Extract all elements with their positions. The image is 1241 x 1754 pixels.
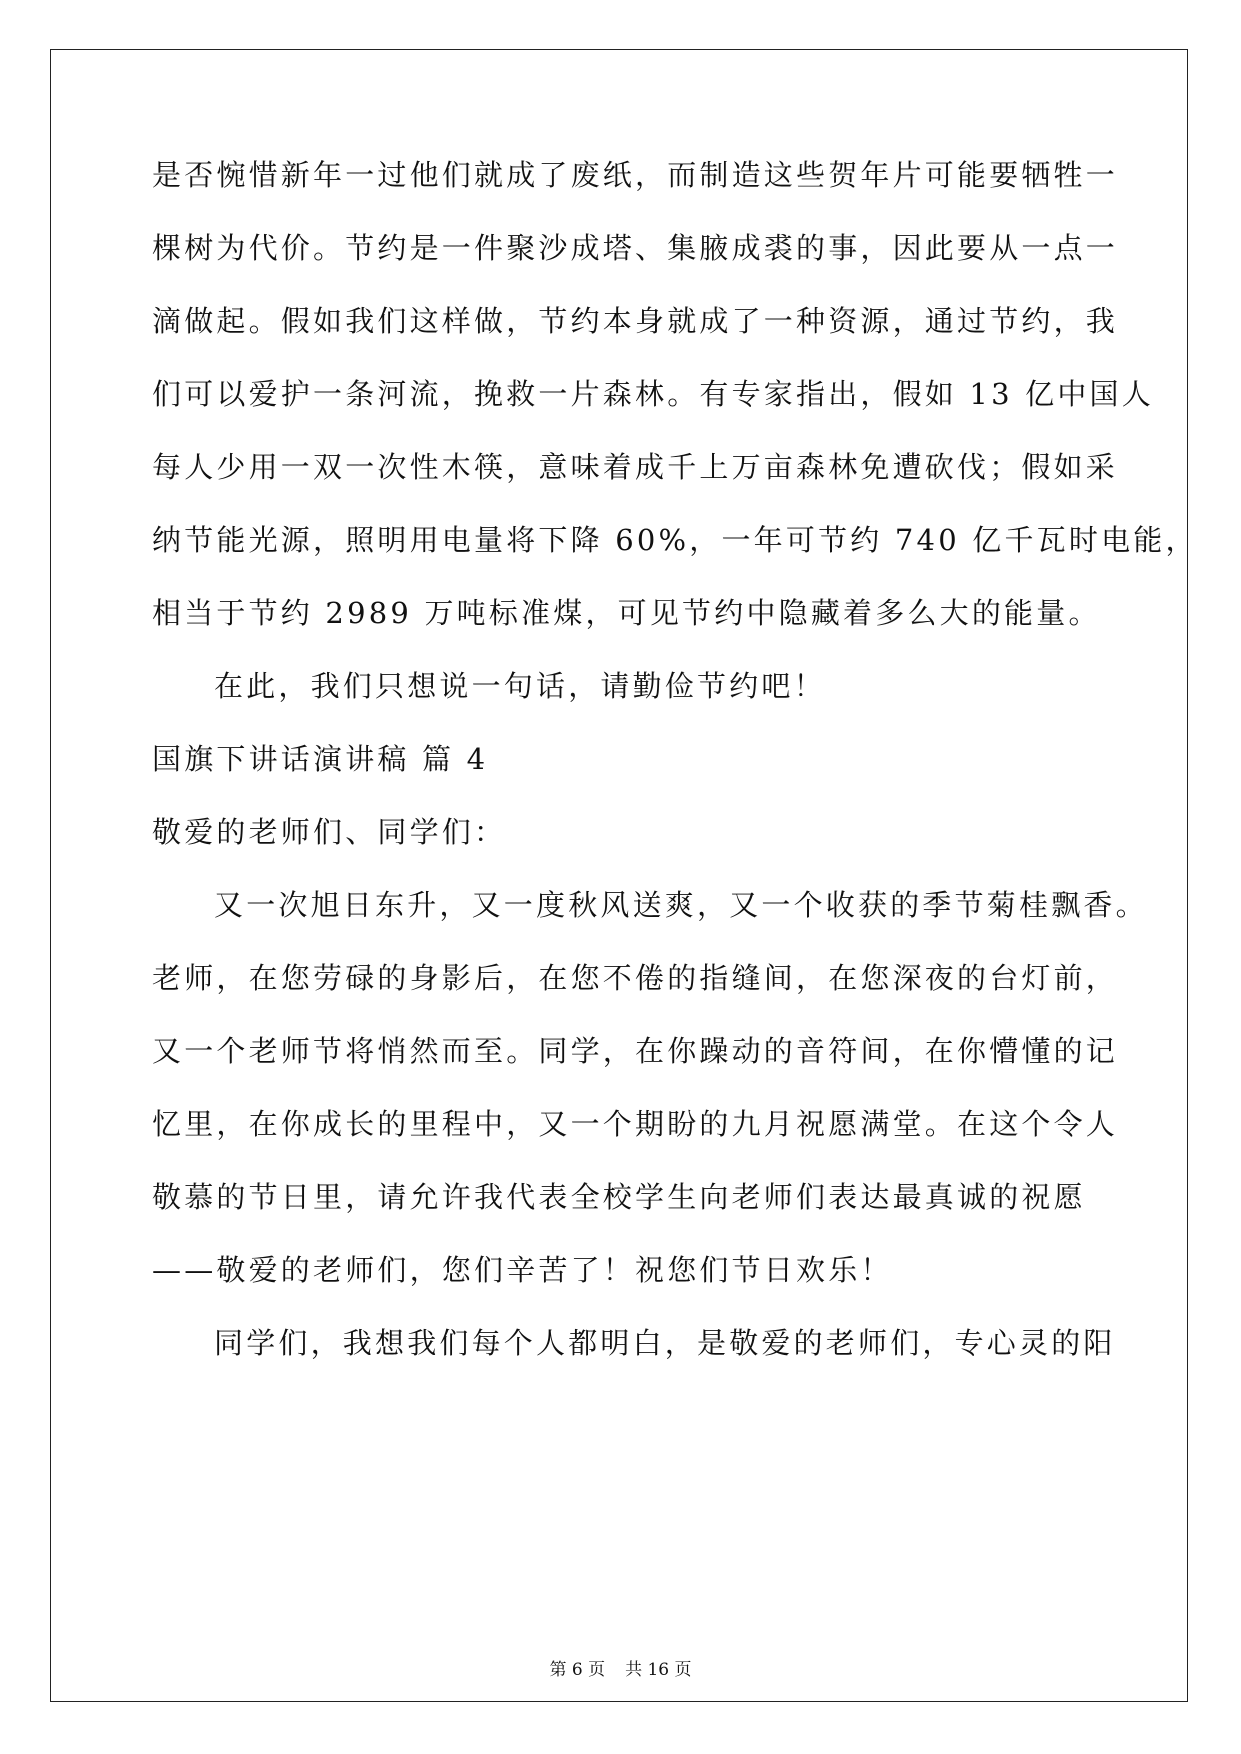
paragraph-line: 们可以爱护一条河流，挽救一片森林。有专家指出，假如 13 亿中国人	[152, 377, 1154, 411]
page-border	[50, 49, 1188, 1702]
paragraph-line: 相当于节约 2989 万吨标准煤，可见节约中隐藏着多么大的能量。	[152, 596, 1101, 630]
paragraph-line: 滴做起。假如我们这样做，节约本身就成了一种资源，通过节约，我	[152, 304, 1119, 338]
paragraph-line: 是否惋惜新年一过他们就成了废纸，而制造这些贺年片可能要牺牲一	[152, 158, 1119, 192]
section-heading: 国旗下讲话演讲稿 篇 4	[152, 742, 489, 776]
paragraph-line: 又一个老师节将悄然而至。同学，在你躁动的音符间，在你懵懂的记	[152, 1034, 1119, 1068]
salutation: 敬爱的老师们、同学们：	[152, 815, 507, 849]
paragraph-line: 同学们，我想我们每个人都明白，是敬爱的老师们，专心灵的阳	[214, 1326, 1116, 1360]
page-number: 第 6 页	[549, 1660, 606, 1680]
paragraph-line: 在此，我们只想说一句话，请勤俭节约吧！	[214, 669, 826, 703]
paragraph-line: 敬慕的节日里，请允许我代表全校学生向老师们表达最真诚的祝愿	[152, 1180, 1086, 1214]
page-total: 共 16 页	[625, 1660, 692, 1680]
paragraph-line: 纳节能光源，照明用电量将下降 60%，一年可节约 740 亿千瓦时电能，	[152, 523, 1198, 557]
paragraph-line: 老师，在您劳碌的身影后，在您不倦的指缝间，在您深夜的台灯前，	[152, 961, 1119, 995]
paragraph-line: ——敬爱的老师们，您们辛苦了！祝您们节日欢乐！	[152, 1253, 893, 1287]
page-footer	[0, 1655, 1241, 1680]
paragraph-line: 忆里，在你成长的里程中，又一个期盼的九月祝愿满堂。在这个令人	[152, 1107, 1119, 1141]
paragraph-line: 每人少用一双一次性木筷，意味着成千上万亩森林免遭砍伐；假如采	[152, 450, 1119, 484]
paragraph-line: 棵树为代价。节约是一件聚沙成塔、集腋成裘的事，因此要从一点一	[152, 231, 1119, 265]
paragraph-line: 又一次旭日东升，又一度秋风送爽，又一个收获的季节菊桂飘香。	[214, 888, 1148, 922]
